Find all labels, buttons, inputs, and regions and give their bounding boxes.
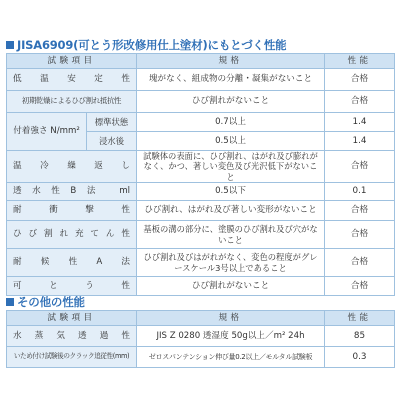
row-spec: 塊がなく、組成物の分離・凝集がないこと [137, 69, 325, 91]
row-item: 耐候性A法 [7, 249, 137, 277]
table-row [7, 113, 395, 132]
header-spec: 規格 [137, 311, 325, 326]
table-row [7, 347, 395, 368]
section2-title-text: その他の性能 [17, 295, 85, 309]
row-spec: 0.5以下 [137, 183, 325, 201]
section1-title-text: JISA6909(可とう形改修用仕上塗材)にもとづく性能 [17, 38, 287, 52]
section2-title [6, 294, 85, 310]
row-performance: 合格 [325, 69, 395, 91]
row-performance: 合格 [325, 277, 395, 296]
square-bullet-icon [6, 298, 14, 306]
table-row [7, 69, 395, 91]
row-spec: ゼロスパンテンション伸び量0.2以上／モルタル試験板 [137, 347, 325, 368]
square-bullet-icon [6, 41, 14, 49]
table-row [7, 221, 395, 249]
header-performance: 性能 [325, 311, 395, 326]
table-row [7, 326, 395, 347]
row-spec: JIS Z 0280 透湿度 50g以上／m² 24h [137, 326, 325, 347]
row-spec: 試験体の表面に、ひび割れ、はがれ及び膨れがなく、かつ、著しい変色及び光沢低下がないこと [137, 151, 325, 183]
row-item: 水蒸気透過性 [7, 326, 137, 347]
row-performance: 合格 [325, 221, 395, 249]
row-item: 付着強さ N/mm² [7, 113, 87, 151]
row-performance: 1.4 [325, 113, 395, 132]
row-spec: ひび割れ、はがれ及び著しい変形がないこと [137, 201, 325, 221]
table-row [7, 249, 395, 277]
row-performance: 0.3 [325, 347, 395, 368]
row-spec: ひび割れがないこと [137, 91, 325, 113]
spec-table-other [6, 310, 395, 368]
spec-table-jis [6, 53, 395, 296]
row-performance: 1.4 [325, 132, 395, 151]
row-item: いため付け試験後のクラック追従性(mm) [7, 347, 137, 368]
table-header-row [7, 54, 395, 69]
row-item: 初期乾燥によるひび割れ抵抗性 [7, 91, 137, 113]
row-item: 温冷繰返し [7, 151, 137, 183]
row-spec: 基板の溝の部分に、塗膜のひび割れ及び穴がないこと [137, 221, 325, 249]
row-item: 低温安定性 [7, 69, 137, 91]
table-row [7, 201, 395, 221]
header-test-item: 試験項目 [7, 311, 137, 326]
row-performance: 合格 [325, 151, 395, 183]
row-item: ひび割れ充てん性 [7, 221, 137, 249]
table-row [7, 151, 395, 183]
row-item: 耐衝撃性 [7, 201, 137, 221]
table-row [7, 91, 395, 113]
header-spec: 規格 [137, 54, 325, 69]
row-performance: 0.1 [325, 183, 395, 201]
row-spec: ひび割れ及びはがれがなく、変色の程度がグレースケール3号以上であること [137, 249, 325, 277]
row-item: 透水性B法 ml [7, 183, 137, 201]
table-header-row [7, 311, 395, 326]
row-spec: 0.5以上 [137, 132, 325, 151]
row-performance: 合格 [325, 201, 395, 221]
row-spec: 0.7以上 [137, 113, 325, 132]
row-subitem: 浸水後 [87, 132, 137, 151]
row-performance: 合格 [325, 91, 395, 113]
header-performance: 性能 [325, 54, 395, 69]
table-row [7, 277, 395, 296]
row-spec: ひび割れがないこと [137, 277, 325, 296]
row-performance: 85 [325, 326, 395, 347]
row-performance: 合格 [325, 249, 395, 277]
table-row [7, 183, 395, 201]
section1-title [6, 37, 286, 53]
row-subitem: 標準状態 [87, 113, 137, 132]
header-test-item: 試験項目 [7, 54, 137, 69]
row-item: 可とう性 [7, 277, 137, 296]
